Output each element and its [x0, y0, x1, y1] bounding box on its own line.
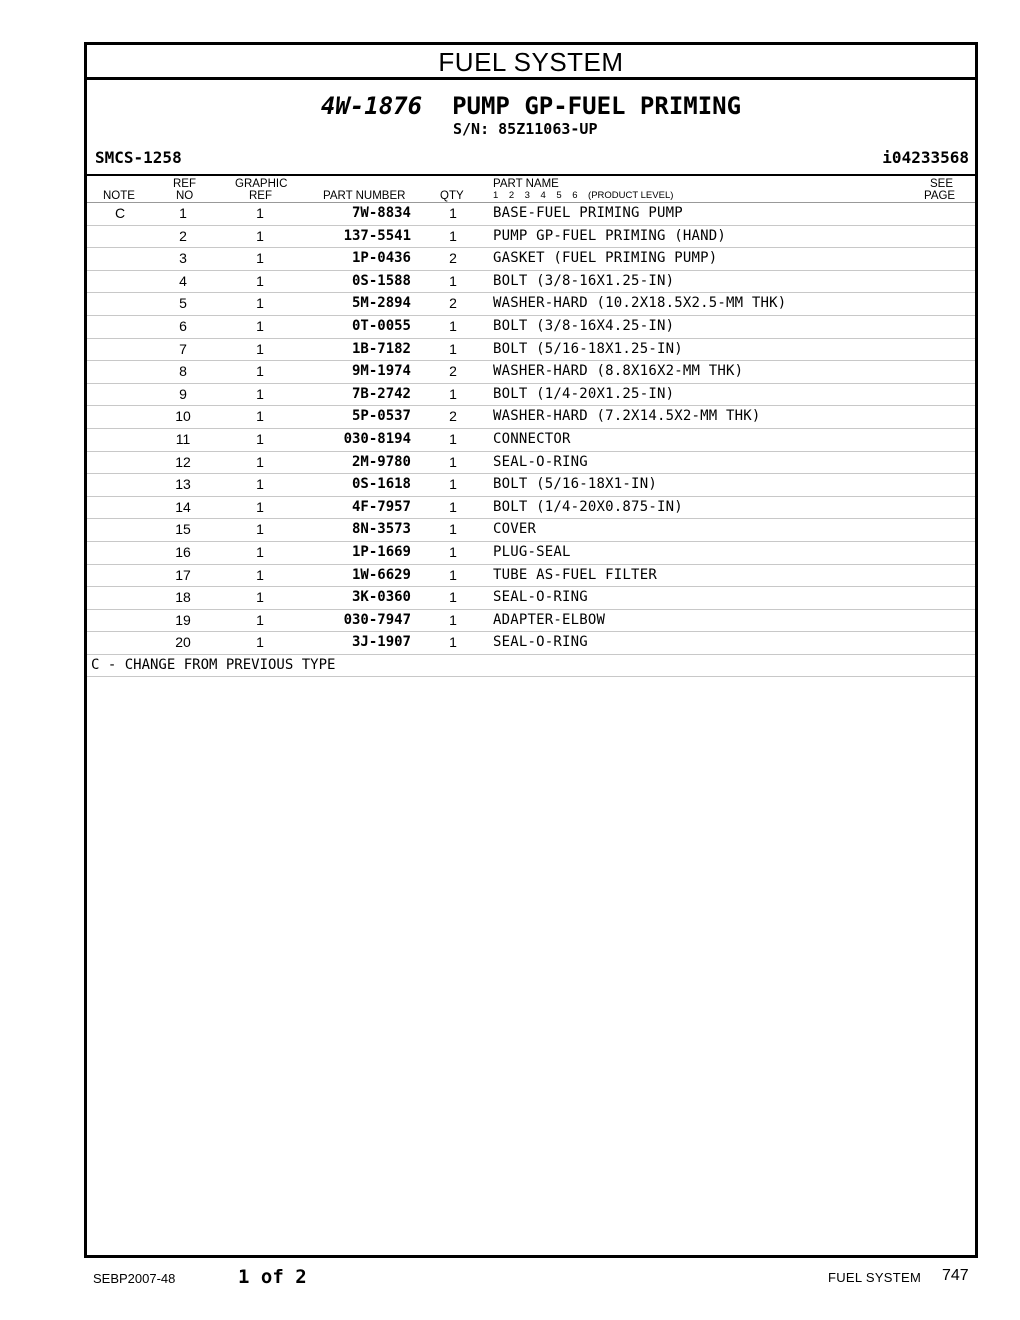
ref-no-cell: 3: [179, 250, 187, 267]
qty-cell: 1: [449, 317, 457, 334]
part-number-cell: 3K-0360: [351, 589, 411, 606]
header-part-number: PART NUMBER: [323, 190, 406, 202]
header-ref-top: REF: [173, 178, 196, 190]
part-number-cell: 4F-7957: [351, 498, 411, 515]
part-number-cell: 2M-9780: [351, 453, 411, 470]
graphic-ref-cell: 1: [256, 498, 264, 515]
qty-cell: 1: [449, 340, 457, 357]
table-row: [87, 203, 975, 226]
ref-no-cell: 13: [175, 476, 191, 493]
table-row: [87, 565, 975, 588]
part-name-cell: BOLT (5/16-18X1-IN): [493, 476, 657, 493]
ref-no-cell: 2: [179, 227, 187, 244]
part-name-cell: BASE-FUEL PRIMING PUMP: [493, 205, 683, 221]
part-number-cell: 030-7947: [343, 611, 411, 628]
ref-no-cell: 11: [175, 430, 191, 447]
part-number-cell: 1B-7182: [351, 340, 411, 357]
graphic-ref-cell: 1: [256, 589, 264, 606]
ref-no-cell: 7: [179, 340, 187, 357]
graphic-ref-cell: 1: [256, 227, 264, 244]
table-row: [87, 497, 975, 520]
graphic-ref-cell: 1: [256, 385, 264, 402]
part-name-cell: ADAPTER-ELBOW: [493, 611, 606, 628]
part-number-cell: 7B-2742: [351, 385, 411, 402]
part-number-cell: 9M-1974: [351, 363, 411, 380]
ref-no-cell: 16: [175, 543, 191, 560]
graphic-ref-cell: 1: [256, 611, 264, 628]
ref-no-cell: 12: [175, 453, 191, 470]
table-row: [87, 610, 975, 633]
part-number-cell: 1P-1669: [351, 543, 411, 560]
ref-no-cell: 1: [179, 205, 187, 221]
qty-cell: 1: [449, 498, 457, 515]
part-name-cell: TUBE AS-FUEL FILTER: [493, 566, 657, 583]
graphic-ref-cell: 1: [256, 430, 264, 447]
part-name-cell: PLUG-SEAL: [493, 543, 571, 560]
header-qty: QTY: [440, 190, 464, 202]
table-row: [87, 339, 975, 362]
table-row: [87, 587, 975, 610]
graphic-ref-cell: 1: [256, 634, 264, 651]
table-row: [87, 452, 975, 475]
header-see-bottom: PAGE: [924, 190, 956, 202]
part-name-cell: WASHER-HARD (8.8X16X2-MM THK): [493, 363, 744, 380]
group-header: [87, 80, 975, 176]
graphic-ref-cell: 1: [256, 453, 264, 470]
part-name-cell: SEAL-O-RING: [493, 589, 588, 606]
footer-section: FUEL SYSTEM: [828, 1270, 922, 1285]
graphic-ref-cell: 1: [256, 295, 264, 312]
qty-cell: 1: [449, 476, 457, 493]
table-row: [87, 248, 975, 271]
table-row: [87, 519, 975, 542]
part-number-cell: 030-8194: [343, 430, 411, 447]
part-name-cell: SEAL-O-RING: [493, 634, 588, 651]
qty-cell: 2: [449, 363, 457, 380]
qty-cell: 1: [449, 543, 457, 560]
ref-no-cell: 14: [175, 498, 191, 515]
ref-no-cell: 4: [179, 272, 187, 289]
header-graphic-top: GRAPHIC: [235, 178, 288, 190]
part-number-cell: 5P-0537: [351, 408, 411, 425]
part-name-cell: BOLT (1/4-20X0.875-IN): [493, 498, 683, 515]
footer-page-of: 1 of 2: [238, 1266, 307, 1288]
qty-cell: 1: [449, 566, 457, 583]
qty-cell: 1: [449, 453, 457, 470]
ref-no-cell: 10: [175, 408, 191, 425]
graphic-ref-cell: 1: [256, 317, 264, 334]
part-number-cell: 0T-0055: [351, 317, 411, 334]
graphic-ref-cell: 1: [256, 476, 264, 493]
header-product-levels: 1 2 3 4 5 6 (PRODUCT LEVEL): [493, 190, 674, 201]
table-row: [87, 542, 975, 565]
qty-cell: 1: [449, 385, 457, 402]
table-row: [87, 384, 975, 407]
group-title-line: [87, 92, 975, 120]
part-name-cell: BOLT (1/4-20X1.25-IN): [493, 385, 675, 402]
part-name-cell: GASKET (FUEL PRIMING PUMP): [493, 250, 718, 267]
qty-cell: 2: [449, 408, 457, 425]
part-name-cell: WASHER-HARD (10.2X18.5X2.5-MM THK): [493, 295, 787, 312]
ref-no-cell: 18: [175, 589, 191, 606]
part-number-cell: 137-5541: [343, 227, 411, 244]
footer-page-number: 747: [942, 1267, 969, 1284]
qty-cell: 1: [449, 227, 457, 244]
ref-no-cell: 9: [179, 385, 187, 402]
graphic-ref-cell: 1: [256, 340, 264, 357]
qty-cell: 1: [449, 611, 457, 628]
table-row: [87, 474, 975, 497]
header-see-top: SEE: [930, 178, 954, 190]
graphic-ref-cell: 1: [256, 566, 264, 583]
part-number-cell: 5M-2894: [351, 295, 411, 312]
footer-doc-id: SEBP2007-48: [93, 1271, 176, 1286]
table-row: [87, 293, 975, 316]
group-name: PUMP GP-FUEL PRIMING: [452, 92, 742, 120]
ref-no-cell: 19: [175, 611, 191, 628]
ref-no-cell: 8: [179, 363, 187, 380]
table-row: [87, 271, 975, 294]
ref-no-cell: 20: [175, 634, 191, 651]
table-row: [87, 226, 975, 249]
part-number-cell: 1P-0436: [351, 250, 411, 267]
graphic-ref-cell: 1: [256, 272, 264, 289]
part-name-cell: SEAL-O-RING: [493, 453, 588, 470]
header-graphic-bottom: REF: [249, 190, 272, 202]
column-headers: [87, 176, 975, 203]
legend-note: C - CHANGE FROM PREVIOUS TYPE: [91, 656, 336, 673]
table-row: [87, 316, 975, 339]
ref-no-cell: 6: [179, 317, 187, 334]
smcs-code: SMCS-1258: [95, 148, 182, 167]
parts-list: [87, 203, 975, 655]
ref-no-cell: 17: [175, 566, 191, 583]
part-number-cell: 0S-1618: [351, 476, 411, 493]
part-number-cell: 0S-1588: [351, 272, 411, 289]
qty-cell: 2: [449, 250, 457, 267]
header-ref-bottom: NO: [176, 190, 194, 202]
part-name-cell: BOLT (3/8-16X1.25-IN): [493, 272, 675, 289]
serial-number-range: S/N: 85Z11063-UP: [453, 120, 598, 138]
qty-cell: 1: [449, 205, 457, 221]
qty-cell: 1: [449, 430, 457, 447]
qty-cell: 2: [449, 295, 457, 312]
graphic-ref-cell: 1: [256, 543, 264, 560]
part-name-cell: COVER: [493, 521, 537, 538]
graphic-ref-cell: 1: [256, 521, 264, 538]
qty-cell: 1: [449, 589, 457, 606]
graphic-ref-cell: 1: [256, 205, 264, 221]
group-number: 4W-1876: [320, 92, 423, 120]
section-title: FUEL SYSTEM: [87, 45, 975, 80]
part-number-cell: 1W-6629: [351, 566, 411, 583]
part-name-cell: WASHER-HARD (7.2X14.5X2-MM THK): [493, 408, 761, 425]
part-number-cell: 8N-3573: [351, 521, 411, 538]
table-row: [87, 632, 975, 655]
qty-cell: 1: [449, 272, 457, 289]
header-part-name: PART NAME: [493, 178, 559, 190]
header-note: NOTE: [103, 190, 135, 202]
graphic-ref-cell: 1: [256, 408, 264, 425]
part-number-cell: 3J-1907: [351, 634, 411, 651]
legend-note-row: [87, 655, 975, 677]
part-name-cell: BOLT (3/8-16X4.25-IN): [493, 317, 675, 334]
table-row: [87, 429, 975, 452]
graphic-ref-cell: 1: [256, 250, 264, 267]
part-number-cell: 7W-8834: [351, 205, 411, 221]
illustration-id: i04233568: [882, 148, 969, 167]
table-row: [87, 406, 975, 429]
ref-no-cell: 15: [175, 521, 191, 538]
qty-cell: 1: [449, 634, 457, 651]
graphic-ref-cell: 1: [256, 363, 264, 380]
qty-cell: 1: [449, 521, 457, 538]
part-name-cell: PUMP GP-FUEL PRIMING (HAND): [493, 227, 726, 244]
ref-no-cell: 5: [179, 295, 187, 312]
part-name-cell: BOLT (5/16-18X1.25-IN): [493, 340, 683, 357]
part-name-cell: CONNECTOR: [493, 430, 571, 447]
table-row: [87, 361, 975, 384]
note-cell: C: [114, 205, 126, 221]
parts-page-frame: [84, 42, 978, 1258]
